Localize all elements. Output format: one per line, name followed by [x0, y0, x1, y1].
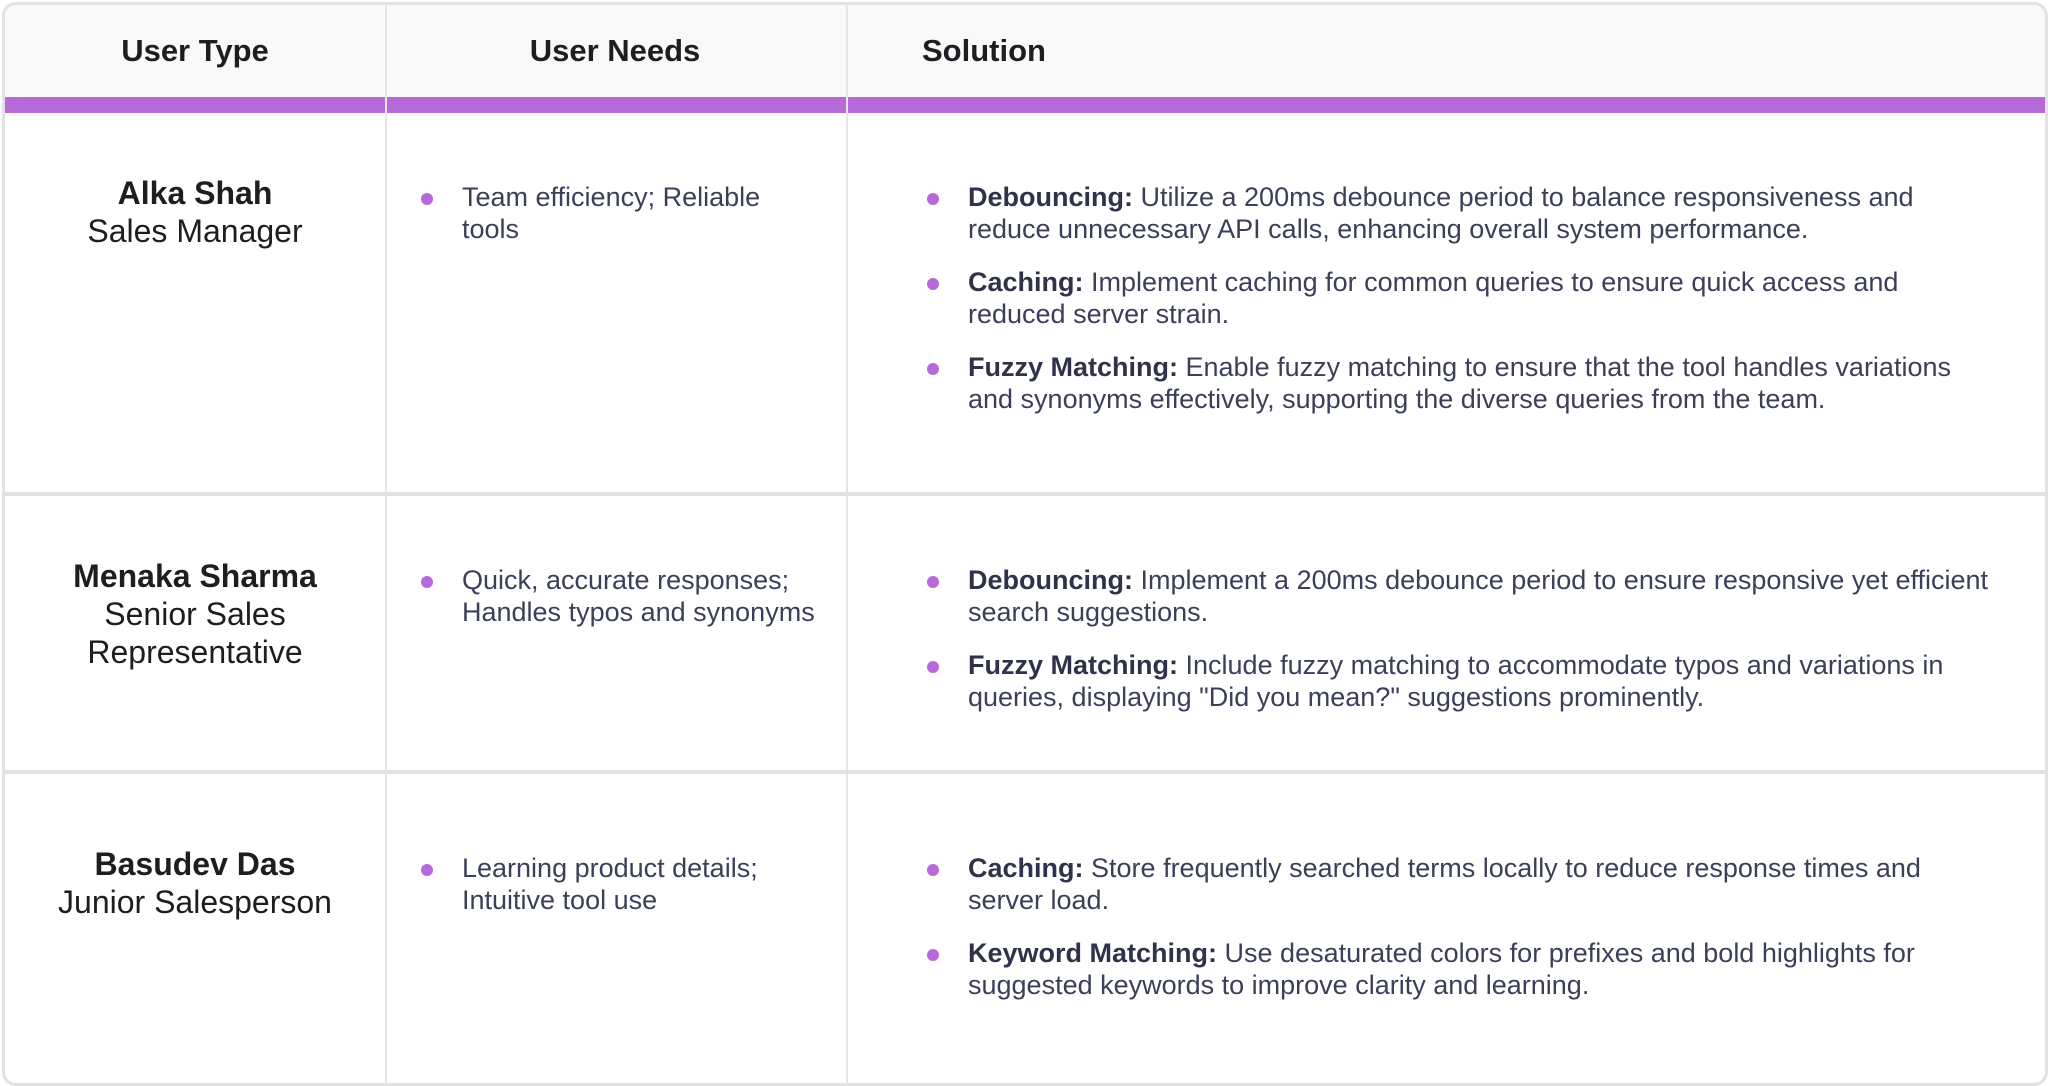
list-item [416, 181, 816, 245]
solution-term: Caching: [968, 853, 1084, 883]
column-divider [385, 5, 387, 1083]
solution-term: Fuzzy Matching: [968, 352, 1178, 382]
list-item [922, 649, 1992, 713]
row-divider [5, 770, 2045, 774]
user-needs-list [416, 852, 816, 916]
user-needs-list [416, 564, 816, 628]
solution-term: Fuzzy Matching: [968, 650, 1178, 680]
solution-list [922, 564, 1992, 734]
solution-text: Implement caching for common queries to ensure quick access and reduced server strain. [968, 267, 1899, 329]
list-item [416, 852, 816, 916]
bullet-icon [927, 193, 939, 205]
need-text: Quick, accurate responses; Handles typos and synonyms [462, 565, 815, 627]
list-item [922, 181, 1992, 245]
bullet-icon [927, 949, 939, 961]
user-type-cell [5, 557, 385, 671]
user-name: Basudev Das [94, 846, 296, 882]
list-item [922, 937, 1992, 1001]
header-solution: Solution [922, 33, 1046, 68]
user-role: Junior Salesperson [58, 884, 332, 920]
table-header [5, 5, 2045, 97]
user-type-cell [5, 845, 385, 921]
header-user-type: User Type [121, 33, 269, 68]
bullet-icon [421, 576, 433, 588]
bullet-icon [927, 278, 939, 290]
list-item [922, 564, 1992, 628]
solution-term: Debouncing: [968, 182, 1133, 212]
solution-text: Enable fuzzy matching to ensure that the tool handles variations and synonyms effectively, supporting the diverse queries from the team. [968, 352, 1951, 414]
user-solutions-table [2, 2, 2048, 1086]
bullet-icon [927, 661, 939, 673]
solution-list [922, 181, 1992, 436]
user-name: Menaka Sharma [73, 558, 317, 594]
bullet-icon [927, 363, 939, 375]
user-role: Sales Manager [87, 213, 303, 249]
user-needs-list [416, 181, 816, 245]
solution-text: Use desaturated colors for prefixes and bold highlights for suggested keywords to improve clarity and learning. [968, 938, 1915, 1000]
user-name: Alka Shah [117, 175, 273, 211]
need-text: Team efficiency; Reliable tools [462, 182, 761, 244]
list-item [922, 852, 1992, 916]
bullet-icon [927, 864, 939, 876]
list-item [416, 564, 816, 628]
header-accent-bar [5, 97, 2045, 113]
need-text: Learning product details; Intuitive tool use [462, 853, 758, 915]
bullet-icon [421, 864, 433, 876]
solution-term: Debouncing: [968, 565, 1133, 595]
user-role: Senior Sales Representative [87, 596, 303, 670]
solution-text: Store frequently searched terms locally to reduce response times and server load. [968, 853, 1921, 915]
column-divider [846, 5, 848, 1083]
solution-term: Caching: [968, 267, 1084, 297]
solution-text: Include fuzzy matching to accommodate typos and variations in queries, displaying "Did you mean?" suggestions prominently. [968, 650, 1944, 712]
list-item [922, 351, 1992, 415]
user-type-cell [5, 174, 385, 250]
row-divider [5, 492, 2045, 496]
solution-term: Keyword Matching: [968, 938, 1218, 968]
list-item [922, 266, 1992, 330]
header-user-needs: User Needs [529, 33, 701, 68]
solution-text: Utilize a 200ms debounce period to balance responsiveness and reduce unnecessary API calls, enhancing overall system performance. [968, 182, 1914, 244]
solution-text: Implement a 200ms debounce period to ensure responsive yet efficient search suggestions. [968, 565, 1989, 627]
solution-list [922, 852, 1992, 1022]
bullet-icon [421, 193, 433, 205]
bullet-icon [927, 576, 939, 588]
